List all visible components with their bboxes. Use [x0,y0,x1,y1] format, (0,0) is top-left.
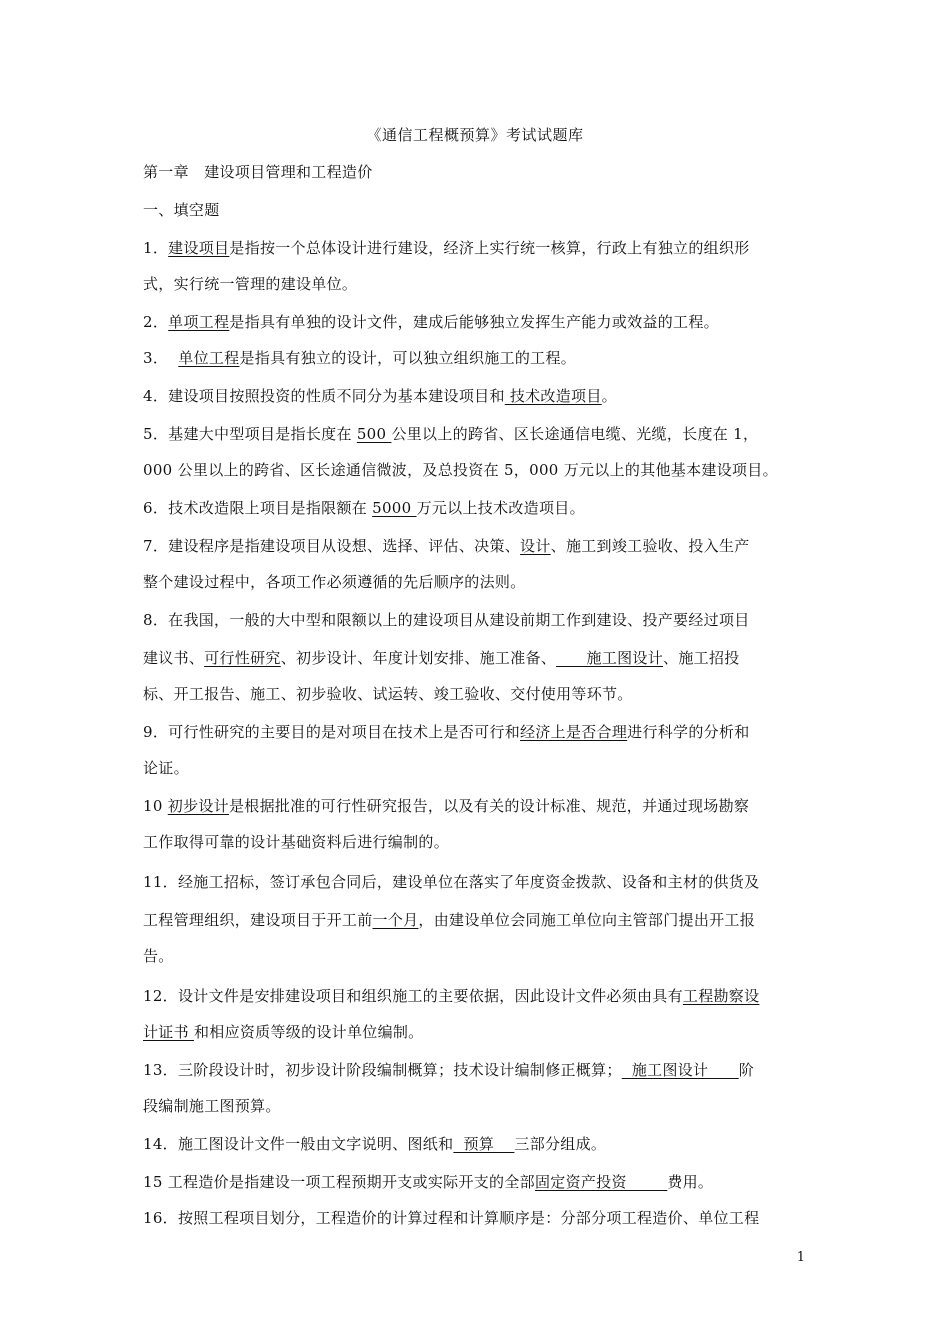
answer-blank: 5000 [372,499,417,517]
answer-blank: 经济上是否合理 [520,723,628,741]
text-line [143,832,808,852]
answer-blank: 预算 [453,1135,515,1153]
text-line [143,238,808,258]
text-line [143,1022,808,1042]
text-segment: 式，实行统一管理的建设单位。 [143,275,358,293]
text-segment: 工程管理组织，建设项目于开工前 [143,911,373,929]
document-title: 《通信工程概预算》考试试题库 [366,126,584,144]
text-line [143,274,808,294]
text-segment: 13．三阶段设计时，初步设计阶段编制概算；技术设计编制修正概算； [143,1061,622,1079]
text-segment: 7．建设程序是指建设项目从设想、选择、评估、决策、 [143,537,521,555]
text-line [143,312,808,332]
section-heading: 一、填空题 [143,201,220,219]
text-segment: 、施工到竣工验收、投入生产 [550,537,750,555]
text-line [143,1134,808,1154]
text-segment: 12．设计文件是安排建设项目和组织施工的主要依据，因此设计文件必须由具有 [143,987,683,1005]
text-segment: 进行科学的分析和 [627,723,750,741]
text-segment: 、施工招投 [663,649,740,667]
text-line [143,1172,808,1192]
answer-blank: 单项工程 [168,313,230,331]
text-segment: 16．按照工程项目划分，工程造价的计算过程和计算顺序是：分部分项工程造价、单位工程 [143,1209,760,1227]
text-segment: 14．施工图设计文件一般由文字说明、图纸和 [143,1135,454,1153]
text-segment: 告。 [143,947,174,965]
text-segment: 万元以上技术改造项目。 [416,499,585,517]
text-line [143,946,808,966]
answer-blank: 建设项目 [168,239,230,257]
text-segment: 9．可行性研究的主要目的是对项目在技术上是否可行和 [143,723,521,741]
answer-blank: 施工图设计 [556,649,664,667]
text-line [143,758,808,778]
text-line [143,872,808,892]
text-line [143,722,808,742]
text-line [143,1060,808,1080]
text-line [143,424,808,444]
text-segment: ，由建设单位会同施工单位向主管部门提出开工报 [418,911,756,929]
text-line [143,910,808,930]
text-line [143,348,808,368]
text-segment: 11．经施工招标，签订承包合同后，建设单位在落实了年度资金拨款、设备和主材的供货及 [143,873,760,891]
text-segment: 整个建设过程中，各项工作必须遵循的先后顺序的法则。 [143,573,526,591]
text-line [143,684,808,704]
text-line [143,572,808,592]
answer-blank: 计证书 [143,1023,194,1041]
text-line [143,648,808,668]
text-segment: 是根据批准的可行性研究报告，以及有关的设计标准、规范，并通过现场勘察 [228,797,750,815]
text-segment: 15 工程造价是指建设一项工程预期开支或实际开支的全部 [143,1173,535,1191]
answer-blank: 可行性研究 [204,649,281,667]
text-line [143,498,808,518]
text-line [143,986,808,1006]
text-segment: 工作取得可靠的设计基础资料后进行编制的。 [143,833,450,851]
text-line [143,1096,808,1116]
text-segment: 。 [601,387,617,405]
text-segment: 6．技术改造限上项目是指限额在 [143,499,373,517]
answer-blank: 500 [356,425,392,443]
text-segment: 费用。 [667,1173,714,1191]
text-segment: 和相应资质等级的设计单位编制。 [193,1023,424,1041]
text-segment: 10 [143,797,168,815]
page-number: 1 [796,1250,805,1265]
answer-blank: 单位工程 [178,349,240,367]
text-segment: 8．在我国，一般的大中型和限额以上的建设项目从建设前期工作到建设、投产要经过项目 [143,611,750,629]
text-segment: 3． [143,349,179,367]
text-segment: 阶 [738,1061,755,1079]
text-segment: 是指具有单独的设计文件，建成后能够独立发挥生产能力或效益的工程。 [229,313,719,331]
answer-blank: 初步设计 [167,797,229,815]
text-segment: 是指具有独立的设计，可以独立组织施工的工程。 [239,349,577,367]
text-line [143,796,808,816]
text-segment: 4．建设项目按照投资的性质不同分为基本建设项目和 [143,387,505,405]
text-segment: 公里以上的跨省、区长途通信电缆、光缆，长度在 1， [391,425,759,443]
text-segment: 标、开工报告、施工、初步验收、试运转、竣工验收、交付使用等环节。 [143,685,633,703]
text-segment: 三部分组成。 [514,1135,607,1153]
text-line [143,610,808,630]
text-segment: 论证。 [143,759,189,777]
chapter-heading: 第一章 建设项目管理和工程造价 [143,163,373,181]
text-segment: 、初步设计、年度计划安排、施工准备、 [280,649,557,667]
text-line [143,386,808,406]
text-segment: 段编制施工图预算。 [143,1097,281,1115]
text-segment: 是指按一个总体设计进行建设，经济上实行统一核算，行政上有独立的组织形 [229,239,750,257]
answer-blank: 工程勘察设 [682,987,760,1005]
answer-blank: 一个月 [372,911,419,929]
answer-blank: 施工图设计 [621,1061,739,1079]
answer-blank: 固定资产投资 [534,1173,668,1191]
text-line [143,1208,808,1228]
answer-blank: 技术改造项目 [504,387,602,405]
answer-blank: 设计 [520,537,551,555]
text-line [143,460,808,480]
text-segment: 000 公里以上的跨省、区长途通信微波，及总投资在 5，000 万元以上的其他基本建设项目。 [143,461,778,479]
text-segment: 5．基建大中型项目是指长度在 [143,425,357,443]
text-segment: 1． [143,239,169,257]
text-line [143,536,808,556]
text-segment: 建议书、 [143,649,205,667]
text-segment: 2． [143,313,169,331]
